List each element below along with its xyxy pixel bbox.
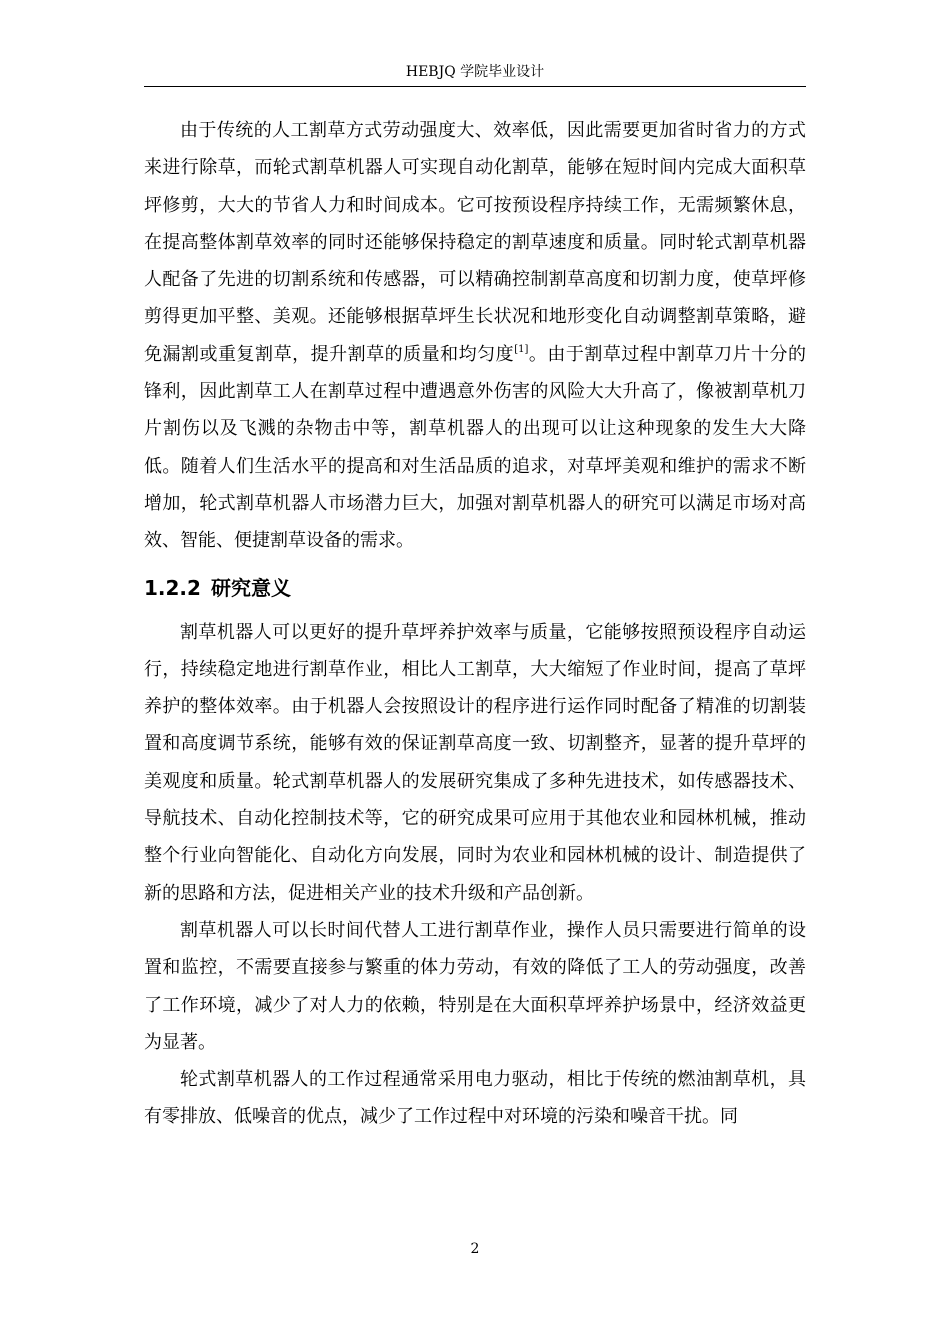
page-body [144,112,806,1136]
section-title: 研究意义 [210,575,291,600]
paragraph-text: 由于传统的人工割草方式劳动强度大、效率低，因此需要更加省时省力的方式来进行除草，而轮式割草机器人可实现自动化割草，能够在短时间内完成大面积草坪修剪，大大的节省人力和时间成本。它可按预设程序持续工作，无需频繁休息，在提高整体割草效率的同时还能够保持稳定的割草速度和质量。同时轮式割草机器人配备了先进的切割系统和传感器，可以精确控制割草高度和切割力度，使草坪修剪得更加平整、美观。还能够根据草坪生长状况和地形变化自动调整割草策略，避免漏割或重复割草，提升割草的质量和均匀度 [144,120,806,365]
running-header: HEBJQ 学院毕业设计 [405,64,545,80]
section-number: 1.2.2 [144,575,201,600]
page-number: 2 [470,1241,480,1257]
header-divider [144,86,806,87]
paragraph-text-continued: 。由于割草过程中割草刀片十分的锋利，因此割草工人在割草过程中遭遇意外伤害的风险大大升高了，像被割草机刀片割伤以及飞溅的杂物击中等，割草机器人的出现可以让这种现象的发生大大降低。随着人们生活水平的提高和对生活品质的追求，对草坪美观和维护的需求不断增加，轮式割草机器人市场潜力巨大，加强对割草机器人的研究可以满足市场对高效、智能、便捷割草设备的需求。 [144,343,806,552]
body-paragraph: 割草机器人可以更好的提升草坪养护效率与质量，它能够按照预设程序自动运行，持续稳定地进行割草作业，相比人工割草，大大缩短了作业时间，提高了草坪养护的整体效率。由于机器人会按照设计的程序进行运作同时配备了精准的切割装置和高度调节系统，能够有效的保证割草高度一致、切割整齐，显著的提升草坪的美观度和质量。轮式割草机器人的发展研究集成了多种先进技术，如传感器技术、导航技术、自动化控制技术等，它的研究成果可应用于其他农业和园林机械，推动整个行业向智能化、自动化方向发展，同时为农业和园林机械的设计、制造提供了新的思路和方法，促进相关产业的技术升级和产品创新。 [144,621,806,904]
body-paragraph [144,112,806,560]
section-heading [144,574,806,602]
citation-reference[interactable]: [1] [514,343,529,355]
body-paragraph: 割草机器人可以长时间代替人工进行割草作业，操作人员只需要进行简单的设置和监控，不需要直接参与繁重的体力劳动，有效的降低了工人的劳动强度，改善了工作环境，减少了对人力的依赖，特别是在大面积草坪养护场景中，经济效益更为显著。 [144,919,806,1053]
body-paragraph: 轮式割草机器人的工作过程通常采用电力驱动，相比于传统的燃油割草机，具有零排放、低噪音的优点，减少了工作过程中对环境的污染和噪音干扰。同 [144,1069,806,1128]
